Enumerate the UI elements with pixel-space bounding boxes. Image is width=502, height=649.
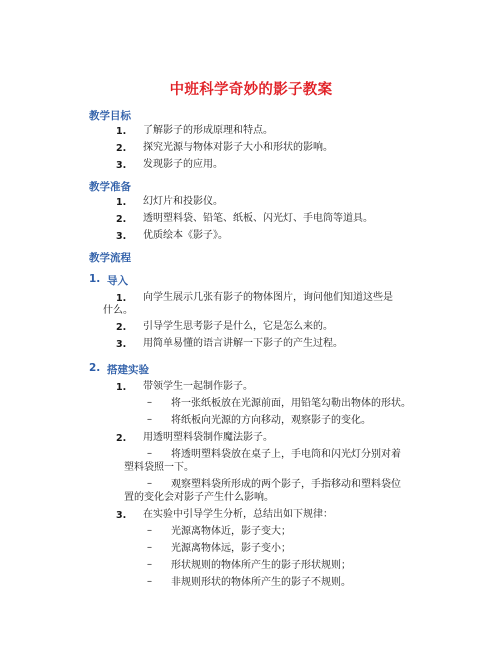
- list-item: 带领学生一起制作影子。: [143, 381, 253, 392]
- list-item: 了解影子的形成原理和特点。: [143, 125, 273, 136]
- section-heading-goals: 教学目标: [89, 110, 131, 122]
- list-number: 1.: [116, 197, 127, 208]
- list-number: 2.: [116, 214, 127, 225]
- subsection-heading-experiment: 搭建实验: [107, 364, 149, 376]
- list-item: 探究光源与物体对影子大小和形状的影响。: [143, 142, 333, 153]
- subsection-heading-intro: 导入: [107, 275, 128, 287]
- list-item: 发现影子的应用。: [143, 159, 223, 170]
- dash-bullet: –: [147, 448, 152, 459]
- sub-item-continuation: 塑料袋照一下。: [124, 462, 194, 473]
- sub-item: 将透明塑料袋放在桌子上，手电筒和闪光灯分别对着: [171, 449, 401, 460]
- sub-item: 光源离物体远，影子变小；: [171, 543, 291, 554]
- list-item: 在实验中引导学生分析，总结出如下规律：: [143, 509, 333, 520]
- dash-bullet: –: [147, 525, 152, 536]
- section-heading-process: 教学流程: [89, 252, 131, 264]
- dash-bullet: –: [147, 576, 152, 587]
- sub-item: 观察塑料袋所形成的两个影子，手指移动和塑料袋位: [171, 479, 401, 490]
- sub-item: 非规则形状的物体所产生的影子不规则。: [171, 577, 351, 588]
- list-number: 2.: [116, 143, 127, 154]
- dash-bullet: –: [147, 414, 152, 425]
- sub-item-continuation: 置的变化会对影子产生什么影响。: [124, 492, 274, 503]
- list-number: 1.: [116, 126, 127, 137]
- subsection-number: 1.: [89, 273, 101, 285]
- list-item: 用透明塑料袋制作魔法影子。: [143, 432, 273, 443]
- list-item: 透明塑料袋、铅笔、纸板、闪光灯、手电筒等道具。: [143, 213, 373, 224]
- list-number: 3.: [116, 160, 127, 171]
- dash-bullet: –: [147, 397, 152, 408]
- list-item: 优质绘本《影子》。: [143, 230, 228, 241]
- list-item: 向学生展示几张有影子的物体图片，询问他们知道这些是: [143, 292, 393, 303]
- list-item: 幻灯片和投影仪。: [143, 196, 223, 207]
- sub-item: 光源离物体近，影子变大；: [171, 526, 291, 537]
- subsection-number: 2.: [89, 362, 101, 374]
- sub-item: 形状规则的物体所产生的影子形状规则；: [171, 560, 351, 571]
- sub-item: 将纸板向光源的方向移动，观察影子的变化。: [171, 415, 371, 426]
- list-item: 引导学生思考影子是什么，它是怎么来的。: [143, 321, 333, 332]
- list-number: 3.: [116, 510, 127, 521]
- list-number: 1.: [116, 382, 127, 393]
- list-number: 2.: [116, 322, 127, 333]
- dash-bullet: –: [147, 542, 152, 553]
- list-number: 1.: [116, 293, 127, 304]
- sub-item: 将一张纸板放在光源前面，用铅笔勾勒出物体的形状。: [171, 398, 411, 409]
- dash-bullet: –: [147, 559, 152, 570]
- section-heading-prep: 教学准备: [89, 181, 131, 193]
- page-title: 中班科学奇妙的影子教案: [169, 82, 333, 98]
- list-number: 3.: [116, 231, 127, 242]
- list-number: 2.: [116, 433, 127, 444]
- list-item: 用简单易懂的语言讲解一下影子的产生过程。: [143, 338, 343, 349]
- list-item-continuation: 什么。: [103, 305, 133, 316]
- list-number: 3.: [116, 339, 127, 350]
- dash-bullet: –: [147, 478, 152, 489]
